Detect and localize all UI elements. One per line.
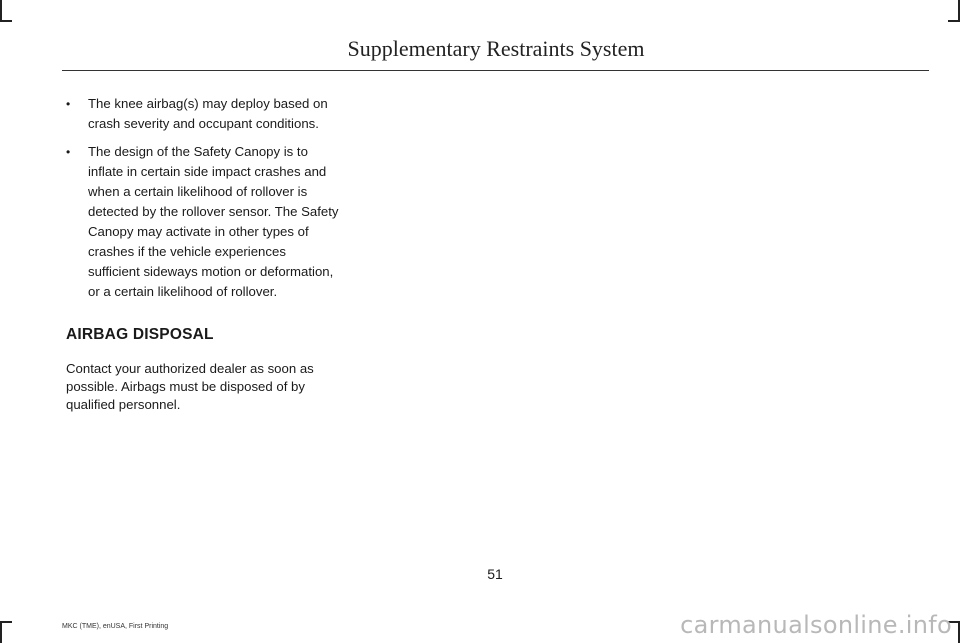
list-item-text: The design of the Safety Canopy is to inflate in certain side impact crashes and when a certain likelihood of rollover is detected by the rollover sensor. The Safety Canopy may activate in other types of crashes if the vehicle experiences sufficient sideways motion or deformation, or a certain likelihood of rollover. [88,144,339,299]
page-number: 51 [487,566,503,582]
crop-mark [0,20,12,22]
header-divider [62,70,929,71]
bullet-dot-icon: • [66,97,71,111]
list-item [66,94,341,134]
main-content [66,94,341,414]
crop-mark [0,0,2,20]
section-heading: AIRBAG DISPOSAL [66,326,214,343]
bullet-dot-icon: • [66,145,71,159]
crop-mark [0,623,2,643]
list-item [66,142,341,302]
section-paragraph: Contact your authorized dealer as soon as possible. Airbags must be disposed of by qualified personnel. [66,361,314,412]
crop-mark [0,621,12,623]
watermark: carmanualsonline.info [680,611,952,639]
crop-mark [948,20,960,22]
bullet-list [66,94,341,302]
page-header-title: Supplementary Restraints System [347,36,645,61]
list-item-text: The knee airbag(s) may deploy based on crash severity and occupant conditions. [88,96,328,131]
edition-footer: MKC (TME), enUSA, First Printing [62,623,169,630]
